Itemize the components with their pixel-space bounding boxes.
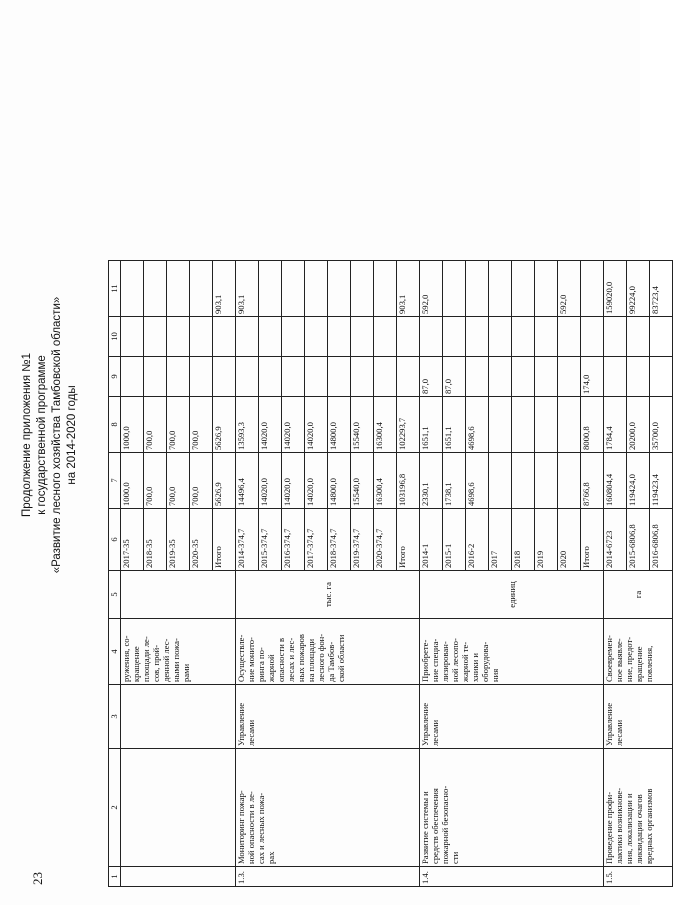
table-cell-v7: 103196,8 [397, 453, 420, 509]
table-cell-period: 2020-35 [190, 509, 213, 571]
table-cell-period: 2014-374,7 [236, 509, 259, 571]
table-cell-v9: 174,0 [581, 357, 604, 397]
table-cell-v9 [466, 357, 489, 397]
activity-description: Приобрете- ние специа- лизирован- ной лесопо- жарной те- хники и оборудова- ния [420, 619, 604, 685]
activity-name: Развитие системы и средств обеспечения пожарной безопасно- сти [420, 749, 604, 867]
table-cell-period: 2020 [558, 509, 581, 571]
column-number-cell: 3 [109, 685, 121, 749]
table-cell-v10 [397, 317, 420, 357]
table-cell-period: 2020-374,7 [374, 509, 397, 571]
column-number-cell: 8 [109, 397, 121, 453]
activity-description: Своевремен- ное выявле- ние, предот- вращение повления, [604, 619, 673, 685]
table-cell-v8: 1651,1 [443, 397, 466, 453]
table-row [121, 261, 144, 887]
table-cell-v11: 592,0 [420, 261, 443, 317]
table-cell-v7: 2330,1 [420, 453, 443, 509]
table-cell-v10 [374, 317, 397, 357]
table-cell-period: 2017-35 [121, 509, 144, 571]
table-cell-v8: 13593,3 [236, 397, 259, 453]
table-cell-v8 [535, 397, 558, 453]
table-cell-v10 [213, 317, 236, 357]
table-cell-v7: 700,0 [144, 453, 167, 509]
table-cell-v9 [489, 357, 512, 397]
activity-description: Осуществле- ние монито- ринга по- жарной опасности в лесах и лес- ных пожаров на площади лесного фон- да Тамбов- ской области [236, 619, 420, 685]
table-cell-v11: 99224,0 [627, 261, 650, 317]
table-cell-v11 [190, 261, 213, 317]
table-cell-v8: 8000,8 [581, 397, 604, 453]
activity-description: ружения, со- кращение площади ле- сов, прой- денной лес- ными пожа- рами [121, 619, 236, 685]
table-cell-v9 [305, 357, 328, 397]
table-cell-v9 [650, 357, 673, 397]
item-number: 1.3. [236, 867, 420, 887]
table-cell-v11 [535, 261, 558, 317]
table-cell-period: 2017-374,7 [305, 509, 328, 571]
table-cell-v9: 87,0 [420, 357, 443, 397]
table-cell-v11: 159020,0 [604, 261, 627, 317]
table-row [420, 261, 443, 887]
heading-line: к государственной программе [36, 355, 48, 515]
table-cell-v11 [259, 261, 282, 317]
table-cell-v10 [512, 317, 535, 357]
column-number-cell: 4 [109, 619, 121, 685]
table-cell-v8: 14020,0 [259, 397, 282, 453]
column-number-cell: 6 [109, 509, 121, 571]
table-cell-period: 2019-374,7 [351, 509, 374, 571]
table-cell-v7 [512, 453, 535, 509]
table-cell-v10 [466, 317, 489, 357]
table-cell-v8: 700,0 [144, 397, 167, 453]
table-cell-v10 [351, 317, 374, 357]
table-cell-v11 [121, 261, 144, 317]
table-cell-v11 [167, 261, 190, 317]
table-cell-v10 [558, 317, 581, 357]
table-cell-v11 [282, 261, 305, 317]
unit-of-measure: единиц [420, 571, 604, 619]
table-cell-v8 [512, 397, 535, 453]
table-cell-v11: 83723,4 [650, 261, 673, 317]
table-cell-v9 [397, 357, 420, 397]
column-number-cell: 2 [109, 749, 121, 867]
table-cell-v8: 35700,0 [650, 397, 673, 453]
table-cell-v7: 16300,4 [374, 453, 397, 509]
table-row [604, 261, 627, 887]
table-cell-v7: 700,0 [167, 453, 190, 509]
table-cell-period: Итого [581, 509, 604, 571]
table-cell-v9 [351, 357, 374, 397]
table-cell-v9 [190, 357, 213, 397]
table-cell-v11 [305, 261, 328, 317]
table-cell-v8: 1000,0 [121, 397, 144, 453]
table-cell-v10 [282, 317, 305, 357]
table-cell-v7: 14020,0 [305, 453, 328, 509]
table-cell-v9 [535, 357, 558, 397]
table-cell-period: 2015-6806,8 [627, 509, 650, 571]
activity-name: Мониторинг пожар- ной опасности в ле- сах и лесных пожа- рах [236, 749, 420, 867]
table-cell-v10 [305, 317, 328, 357]
table-cell-v7: 1738,1 [443, 453, 466, 509]
table-cell-v11 [512, 261, 535, 317]
table-cell-v7: 160804,4 [604, 453, 627, 509]
table-cell-v11 [144, 261, 167, 317]
table-cell-v10 [581, 317, 604, 357]
activity-name: Проведение профи- лактики возникнове- ния, локализации и ликвидации очагов вредных организмов [604, 749, 673, 867]
table-cell-v11 [443, 261, 466, 317]
table-cell-period: 2016-374,7 [282, 509, 305, 571]
table-cell-v11 [581, 261, 604, 317]
table-cell-v8: 15540,0 [351, 397, 374, 453]
table-cell-v7: 700,0 [190, 453, 213, 509]
table-cell-v10 [604, 317, 627, 357]
table-cell-period: 2014-1 [420, 509, 443, 571]
table-cell-v9 [121, 357, 144, 397]
table-cell-v11 [328, 261, 351, 317]
heading-line: Продолжение приложения №1 [21, 353, 33, 517]
table-row [236, 261, 259, 887]
table-cell-v7: 14020,0 [282, 453, 305, 509]
column-number-cell: 10 [109, 317, 121, 357]
table-cell-v10 [236, 317, 259, 357]
table-cell-period: 2017 [489, 509, 512, 571]
column-number-cell: 9 [109, 357, 121, 397]
table-cell-v11 [374, 261, 397, 317]
table-cell-v9 [236, 357, 259, 397]
table-cell-period: 2019-35 [167, 509, 190, 571]
page-number: 23 [30, 872, 45, 885]
table-cell-v10 [144, 317, 167, 357]
table-cell-v10 [190, 317, 213, 357]
table-cell-v9 [374, 357, 397, 397]
table-cell-v10 [489, 317, 512, 357]
table-cell-v10 [259, 317, 282, 357]
unit-cell [121, 571, 236, 619]
table-cell-v10 [328, 317, 351, 357]
program-activities-table [108, 260, 673, 887]
table-cell-v10 [650, 317, 673, 357]
table-cell-v8: 1784,4 [604, 397, 627, 453]
table-cell-v8: 700,0 [190, 397, 213, 453]
table-cell-v7: 14020,0 [259, 453, 282, 509]
table-cell-v11 [351, 261, 374, 317]
table-cell-v8 [489, 397, 512, 453]
heading-line: на 2014-2020 годы [66, 385, 78, 485]
table-cell-period: 2018-35 [144, 509, 167, 571]
table-cell-v7: 14800,0 [328, 453, 351, 509]
table-cell-period: 2015-1 [443, 509, 466, 571]
table-cell-v9 [328, 357, 351, 397]
table-cell-v8: 20200,0 [627, 397, 650, 453]
table-cell-v8: 14020,0 [305, 397, 328, 453]
table-cell-v10 [420, 317, 443, 357]
table-cell-v8: 14020,0 [282, 397, 305, 453]
table-cell-v8: 102293,7 [397, 397, 420, 453]
table-cell-v7: 1000,0 [121, 453, 144, 509]
table-cell-v9 [604, 357, 627, 397]
table-cell-v8: 5626,9 [213, 397, 236, 453]
table-cell-period: Итого [397, 509, 420, 571]
table-cell-v11 [489, 261, 512, 317]
empty-num-col-cell [121, 867, 236, 887]
item-number: 1.5. [604, 867, 673, 887]
executor-name: Управление лесами [420, 685, 604, 749]
table-cell-v11: 592,0 [558, 261, 581, 317]
table-cell-v7: 5626,9 [213, 453, 236, 509]
unit-of-measure: га [604, 571, 673, 619]
document-heading [20, 55, 80, 815]
unit-of-measure: тыс. га [236, 571, 420, 619]
table-cell-v9 [144, 357, 167, 397]
table-cell-v9: 87,0 [443, 357, 466, 397]
table-cell-v10 [443, 317, 466, 357]
table-cell-v9 [627, 357, 650, 397]
table-cell-period: 2018-374,7 [328, 509, 351, 571]
table-cell-period: Итого [213, 509, 236, 571]
table-cell-v7: 119424,0 [627, 453, 650, 509]
column-number-cell: 11 [109, 261, 121, 317]
table-cell-v7: 8766,8 [581, 453, 604, 509]
table-cell-v7: 14496,4 [236, 453, 259, 509]
column-number-cell: 5 [109, 571, 121, 619]
table-cell-v11: 903,1 [213, 261, 236, 317]
table-cell-v8: 4698,6 [466, 397, 489, 453]
table-cell-v9 [259, 357, 282, 397]
heading-line: «Развитие лесного хозяйства Тамбовской области» [51, 296, 63, 574]
table-cell-period: 2014-6723 [604, 509, 627, 571]
header-row [109, 261, 121, 887]
column-number-cell: 1 [109, 867, 121, 887]
table-cell-v7 [558, 453, 581, 509]
table-cell-v7: 15540,0 [351, 453, 374, 509]
table-cell-period: 2015-374,7 [259, 509, 282, 571]
item-number: 1.4. [420, 867, 604, 887]
table-cell-v7: 4698,6 [466, 453, 489, 509]
empty-executor-col-cell [121, 685, 236, 749]
table-cell-v10 [167, 317, 190, 357]
table-cell-v10 [627, 317, 650, 357]
table-cell-v9 [282, 357, 305, 397]
table-cell-v9 [213, 357, 236, 397]
table-cell-v8 [558, 397, 581, 453]
executor-name: Управление лесами [236, 685, 420, 749]
table-cell-v11: 903,1 [397, 261, 420, 317]
table-cell-v7: 119423,4 [650, 453, 673, 509]
table-cell-v8: 16300,4 [374, 397, 397, 453]
table-cell-v10 [121, 317, 144, 357]
table-cell-v10 [535, 317, 558, 357]
table-cell-v11 [466, 261, 489, 317]
program-table-wrapper [108, 260, 673, 887]
table-cell-period: 2016-2 [466, 509, 489, 571]
executor-name: Управление лесами [604, 685, 673, 749]
table-cell-period: 2019 [535, 509, 558, 571]
table-cell-period: 2016-6806,8 [650, 509, 673, 571]
empty-name-col-cell [121, 749, 236, 867]
table-cell-v9 [167, 357, 190, 397]
column-number-cell: 7 [109, 453, 121, 509]
table-cell-v7 [489, 453, 512, 509]
table-cell-v9 [558, 357, 581, 397]
table-cell-v11: 903,1 [236, 261, 259, 317]
table-cell-v8: 700,0 [167, 397, 190, 453]
table-cell-period: 2018 [512, 509, 535, 571]
table-cell-v9 [512, 357, 535, 397]
table-cell-v8: 14800,0 [328, 397, 351, 453]
table-cell-v8: 1651,1 [420, 397, 443, 453]
table-cell-v7 [535, 453, 558, 509]
